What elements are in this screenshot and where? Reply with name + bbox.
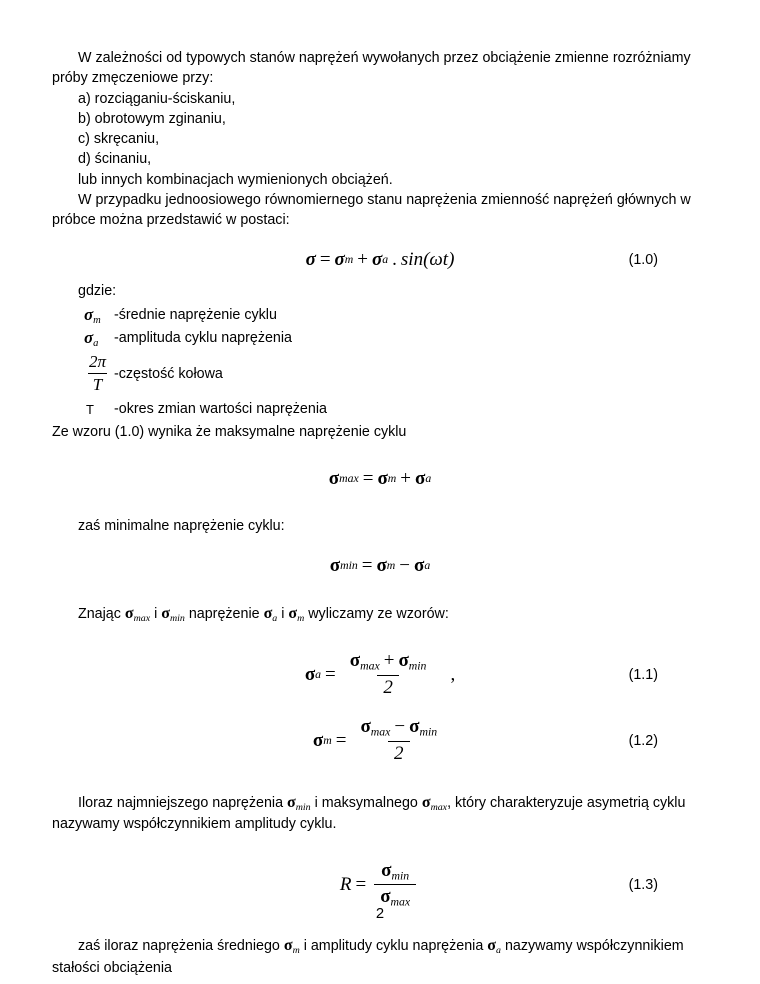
text-knowing-part-1: Znając xyxy=(78,605,121,622)
equation-1-3-number: (1.3) xyxy=(628,876,658,893)
paragraph-intro-2: W przypadku jednoosiowego równomiernego stanu naprężenia zmienność naprężeń głównych w próbce można przedstawić w postaci: xyxy=(52,192,691,229)
inline-sigma-m-2: $\sigma_m$ xyxy=(283,937,300,957)
inline-sigma-min-2: $\sigma_{min}$ xyxy=(287,793,311,813)
text-final xyxy=(52,935,708,978)
equation-1-0-number: (1.0) xyxy=(628,251,658,268)
definition-omega xyxy=(52,351,708,397)
equation-1-1 xyxy=(52,651,708,699)
list-item-b: b) obrotowym zginaniu, xyxy=(78,110,226,127)
inline-sigma-max-2: $\sigma_{max}$ xyxy=(421,793,448,813)
text-final-part-3: nazywamy współczynnikiem stałości obciążenia xyxy=(52,938,684,977)
equation-1-3-expression: R = $\frac{\sigma_{min}}{\sigma_{max}}$ xyxy=(340,861,420,910)
equation-1-2 xyxy=(52,717,708,765)
definition-sigma-a-text: -amplituda cyklu naprężenia xyxy=(114,330,293,347)
symbol-two-pi-over-t: $\frac{2\pi}{T}$ xyxy=(89,352,107,395)
where-label: gdzie: xyxy=(78,282,117,299)
equation-1-1-expression: σ a = $\frac{\sigma_{max} + \sigma_{min}}{2}$ , xyxy=(304,650,456,698)
inline-sigma-a-2: $\sigma_a$ xyxy=(487,937,501,957)
equation-1-2-number: (1.2) xyxy=(628,733,658,750)
inline-sigma-min-1: $\sigma_{min}$ xyxy=(161,604,185,624)
inline-sigma-m-1: $\sigma_m$ xyxy=(288,604,305,624)
symbol-sigma-m: $\sigma_m$ xyxy=(84,305,101,326)
list-item-d: d) ścinaniu, xyxy=(78,151,152,168)
text-after-definitions: Ze wzoru (1.0) wynika że maksymalne naprężenie cyklu xyxy=(52,423,407,440)
definition-period xyxy=(52,399,708,420)
equation-1-2-expression: σ m = $\frac{\sigma_{max} - \sigma_{min}}{2}$ xyxy=(312,716,438,764)
definition-list xyxy=(52,305,708,420)
text-knowing-part-3: naprężenie xyxy=(188,605,260,622)
text-knowing-part-2: i xyxy=(154,605,158,622)
text-final-part-2: i amplitudy cyklu naprężenia xyxy=(303,938,484,955)
list-item-c: c) skręcaniu, xyxy=(78,131,160,148)
list-item-a: a) rozciąganiu-ściskaniu, xyxy=(78,90,236,107)
equation-sigma-max-expression: σ max = σ m + σ a xyxy=(328,468,432,490)
page-number: 2 xyxy=(375,906,385,922)
equation-sigma-min-expression: σ min = σ m − σ a xyxy=(329,554,431,576)
definition-sigma-m xyxy=(52,305,708,326)
symbol-t: T xyxy=(86,401,94,417)
definition-sigma-m-text: -średnie naprężenie cyklu xyxy=(114,307,277,324)
text-knowing xyxy=(52,603,708,626)
text-ratio xyxy=(52,792,708,835)
definition-omega-text: -częstość kołowa xyxy=(114,365,223,382)
text-knowing-part-4: i xyxy=(281,605,285,622)
equation-sigma-min xyxy=(52,555,708,577)
inline-sigma-a-1: $\sigma_a$ xyxy=(263,604,278,624)
equation-1-1-number: (1.1) xyxy=(628,667,658,684)
inline-sigma-max-1: $\sigma_{max}$ xyxy=(124,604,151,624)
equation-sigma-max xyxy=(52,468,708,490)
list-item-other: lub innych kombinacjach wymienionych obciążeń. xyxy=(78,171,393,188)
equation-1-0-expression: σ = σ m + σ a . sin( ωt ) xyxy=(305,248,455,270)
equation-1-3 xyxy=(52,861,708,910)
text-ratio-part-3: , który charakteryzuje asymetrią cyklu nazywamy współczynnikiem amplitudy cyklu. xyxy=(52,794,686,833)
definition-period-text: -okres zmian wartości naprężenia xyxy=(114,401,327,418)
symbol-sigma-a: $\sigma_a$ xyxy=(84,328,99,349)
intro-section xyxy=(52,48,708,231)
text-min-intro: zaś minimalne naprężenie cyklu: xyxy=(78,518,285,535)
definition-sigma-a xyxy=(52,328,708,349)
equation-1-0 xyxy=(52,249,708,271)
paragraph-intro-1: W zależności od typowych stanów naprężeń wywołanych przez obciążenie zmienne rozróżniamy próby zmęczeniowe przy: xyxy=(52,50,691,87)
text-ratio-part-1: Iloraz najmniejszego naprężenia xyxy=(78,794,284,811)
equation-1-1-comma: , xyxy=(450,664,456,686)
text-knowing-part-5: wyliczamy ze wzorów: xyxy=(308,605,449,622)
text-final-part-1: zaś iloraz naprężenia średniego xyxy=(78,938,280,955)
text-ratio-part-2: i maksymalnego xyxy=(314,794,418,811)
